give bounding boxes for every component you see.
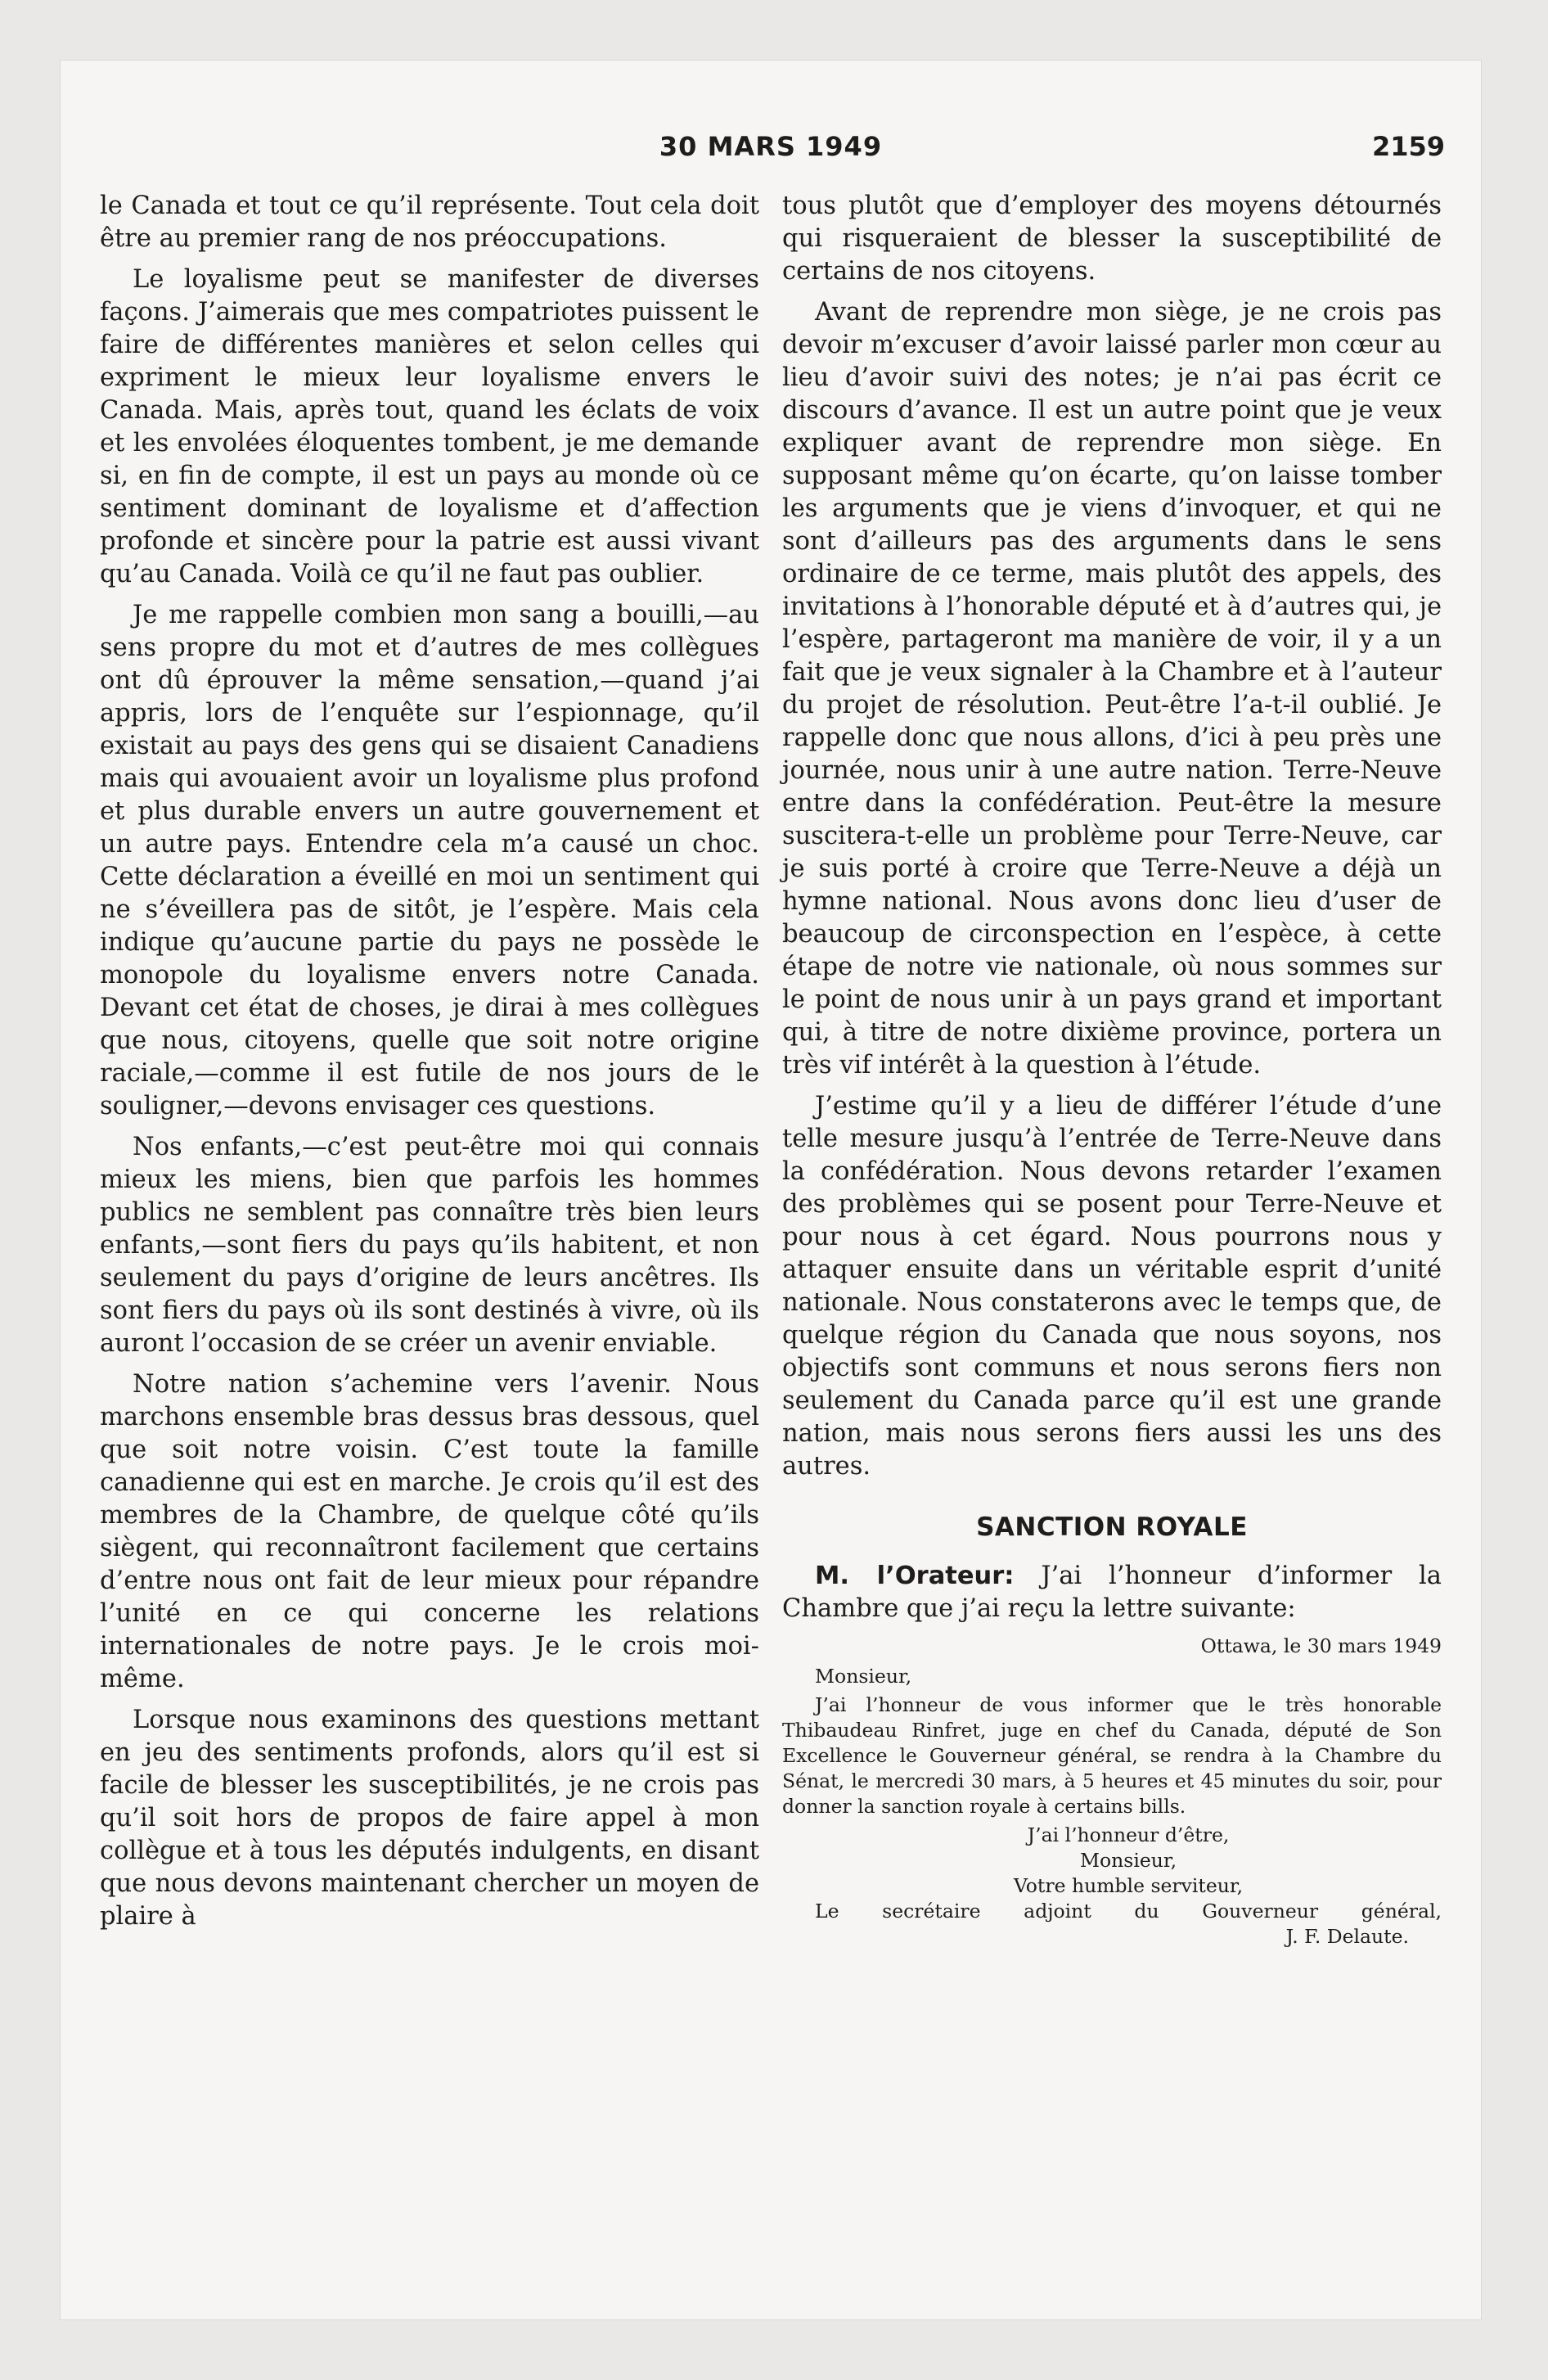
letter bbox=[782, 1634, 1442, 1950]
paragraph: Le loyalisme peut se manifester de diverses façons. J’aimerais que mes compatriotes puissent le faire de différentes manières et selon celles qui expriment le mieux leur loyalisme envers le Canada. Mais, après tout, quand les éclats de voix et les envolées éloquentes tombent, je me demande si, en fin de compte, il est un pays au monde où ce sentiment dominant de loyalisme et d’affection profonde et sincère pour la patrie est aussi vivant qu’au Canada. Voilà ce qu’il ne faut pas oublier. bbox=[100, 265, 759, 588]
speaker-text: J’ai l’honneur d’informer la Chambre que j’ai reçu la lettre suivante: bbox=[782, 1562, 1442, 1623]
letter-closing: J’ai l’honneur d’être, bbox=[1027, 1823, 1230, 1846]
paragraph: Lorsque nous examinons des questions mettant en jeu des sentiments profonds, alors qu’il est si facile de blesser les susceptibilités, je ne crois pas qu’il soit hors de propos de faire appel à mon collègue et à tous les députés indulgents, en disant que nous devons maintenant chercher un moyen de plaire à bbox=[100, 1706, 759, 1931]
paragraph: Nos enfants,—c’est peut-être moi qui connais mieux les miens, bien que parfois les hommes publics ne semblent pas connaître très bien leurs enfants,—sont fiers du pays qu’ils habitent, et non seulement du pays d’origine de leurs ancêtres. Ils sont fiers du pays où ils sont destinés à vivre, où ils auront l’occasion de se créer un avenir enviable. bbox=[100, 1133, 759, 1358]
speaker-name: M. l’Orateur: bbox=[815, 1562, 1015, 1590]
letter-closing: Monsieur, bbox=[1079, 1849, 1177, 1872]
paragraph: Avant de reprendre mon siège, je ne crois pas devoir m’excuser d’avoir laissé parler mon cœur au lieu d’avoir suivi des notes; je n’ai pas écrit ce discours d’avance. Il est un autre point que je veux expliquer avant de reprendre mon siège. En supposant même qu’on écarte, qu’on laisse tomber les arguments que je viens d’invoquer, et qui ne sont d’ailleurs pas des arguments dans le sens ordinaire de ce terme, mais plutôt des appels, des invitations à l’honorable député et à d’autres qui, je l’espère, partageront ma manière de voir, il y a un fait que je veux signaler à la Chambre et à l’auteur du projet de résolution. Peut-être l’a-t-il oublié. Je rappelle donc que nous allons, d’ici à peu près une journée, nous unir à une autre nation. Terre-Neuve entre dans la confédération. Peut-être la mesure suscitera-t-elle un problème pour Terre-Neuve, car je suis porté à croire que Terre-Neuve a déjà un hymne national. Nous avons donc lieu d’user de beaucoup de circonspection en l’espèce, à cette étape de notre vie nationale, où nous sommes sur le point de nous unir à un pays grand et important qui, à titre de notre dixième province, portera un très vif intérêt à la question à l’étude. bbox=[782, 298, 1442, 1080]
speaker-paragraph bbox=[782, 1560, 1442, 1625]
paragraph: tous plutôt que d’employer des moyens détournés qui risqueraient de blesser la susceptibilité de certains de nos citoyens. bbox=[782, 192, 1442, 286]
paragraph: J’estime qu’il y a lieu de différer l’étude d’une telle mesure jusqu’à l’entrée de Terre-Neuve dans la confédération. Nous devons retarder l’examen des problèmes qui se posent pour Terre-Neuve et pour nous à cet égard. Nous pourrons nous y attaquer ensuite dans un véritable esprit d’unité nationale. Nous constaterons avec le temps que, de quelque région du Canada que nous soyons, nos objectifs sont communs et nous serons fiers non seulement du Canada parce qu’il est une grande nation, mais nous serons fiers aussi les uns des autres. bbox=[782, 1092, 1442, 1481]
paragraph: Notre nation s’achemine vers l’avenir. Nous marchons ensemble bras dessus bras dessous, quel que soit notre voisin. C’est toute la famille canadienne qui est en marche. Je crois qu’il est des membres de la Chambre, de quelque côté qu’ils siègent, qui reconnaîtront facilement que certains d’entre nous ont fait de leur mieux pour répandre l’unité en ce qui concerne les relations internationales de notre pays. Je le crois moi-même. bbox=[100, 1370, 759, 1693]
letter-closing: Votre humble serviteur, bbox=[1013, 1874, 1244, 1897]
paragraph: Je me rappelle combien mon sang a bouilli,—au sens propre du mot et d’autres de mes collègues ont dû éprouver la même sensation,—quand j’ai appris, lors de l’enquête sur l’espionnage, qu’il existait au pays des gens qui se disaient Canadiens mais qui avouaient avoir un loyalisme plus profond et plus durable envers un autre gouvernement et un autre pays. Entendre cela m’a causé un choc. Cette déclaration a éveillé en moi un sentiment qui ne s’éveillera pas de sitôt, je l’espère. Mais cela indique qu’aucune partie du pays ne possède le monopole du loyalisme envers notre Canada. Devant cet état de choses, je dirai à mes collègues que nous, citoyens, quelle que soit notre origine raciale,—comme il est futile de nos jours de le souligner,—devons envisager ces questions. bbox=[100, 601, 759, 1120]
section-title: SANCTION ROYALE bbox=[976, 1512, 1248, 1542]
left-column bbox=[100, 190, 759, 1941]
page-header bbox=[61, 131, 1481, 172]
letter-body: J’ai l’honneur de vous informer que le très honorable Thibaudeau Rinfret, juge en chef du Canada, député de Son Excellence le Gouverneur général, se rendra à la Chambre du Sénat, le mercredi 30 mars, à 5 heures et 45 minutes du soir, pour donner la sanction royale à certains bills. bbox=[782, 1693, 1442, 1818]
letter-salutation: Monsieur, bbox=[815, 1665, 912, 1688]
header-date: 30 MARS 1949 bbox=[659, 131, 883, 162]
paragraph: le Canada et tout ce qu’il représente. Tout cela doit être au premier rang de nos préoccupations. bbox=[100, 192, 759, 253]
page-number: 2159 bbox=[1371, 131, 1445, 162]
right-column bbox=[782, 190, 1442, 1950]
letter-signatory-title: Le secrétaire adjoint du Gouverneur général, bbox=[815, 1900, 1442, 1922]
letter-dateline: Ottawa, le 30 mars 1949 bbox=[1200, 1634, 1442, 1657]
letter-signatory-name: J. F. Delaute. bbox=[1285, 1925, 1409, 1948]
